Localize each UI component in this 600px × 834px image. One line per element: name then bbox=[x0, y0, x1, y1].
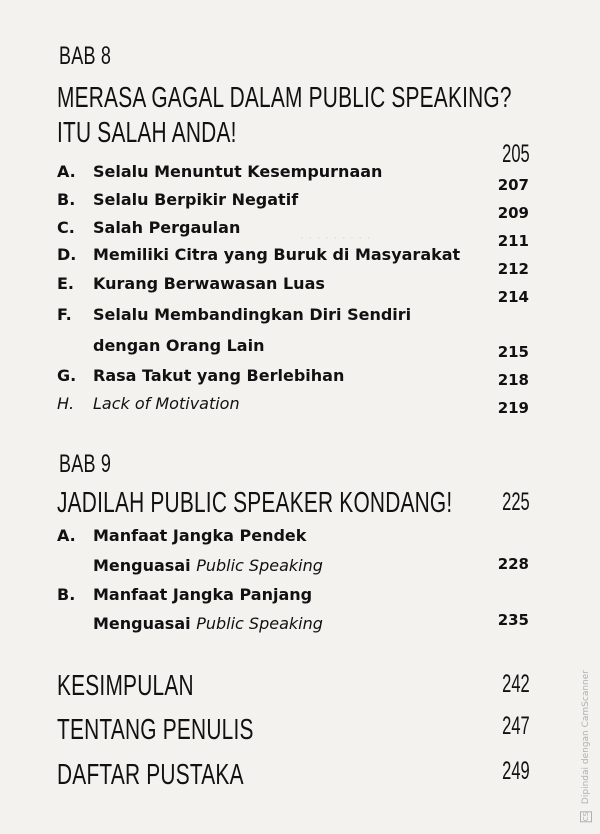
back-matter-tentang-penulis[interactable]: TENTANG PENULIS bbox=[57, 714, 254, 746]
toc-page-9a: 228 bbox=[497, 555, 529, 573]
bab8-page: 205 bbox=[502, 140, 530, 168]
entry-label: Selalu Membandingkan Diri Sendiri bbox=[93, 305, 412, 324]
back-matter-kesimpulan[interactable]: KESIMPULAN bbox=[57, 670, 194, 702]
back-matter-daftar-pustaka[interactable]: DAFTAR PUSTAKA bbox=[57, 759, 244, 791]
entry-label-continued: Menguasai bbox=[93, 556, 197, 575]
entry-letter: F. bbox=[57, 305, 72, 324]
entry-letter: C. bbox=[57, 218, 75, 237]
camscanner-watermark-text: Dipindai dengan CamScanner bbox=[581, 669, 591, 804]
entry-label: Manfaat Jangka Panjang bbox=[93, 585, 313, 604]
camscanner-watermark bbox=[580, 670, 592, 822]
bab9-title: JADILAH PUBLIC SPEAKER KONDANG! bbox=[57, 487, 453, 519]
bleed-through-text: · · · · · · · · · bbox=[300, 230, 372, 244]
entry-label: Memiliki Citra yang Buruk di Masyarakat bbox=[93, 245, 461, 264]
entry-label: Rasa Takut yang Berlebihan bbox=[93, 366, 345, 385]
entry-letter: G. bbox=[57, 366, 77, 385]
toc-page-8a: 207 bbox=[497, 176, 529, 194]
bab9-label: BAB 9 bbox=[59, 450, 112, 478]
back-matter-kesimpulan-page: 242 bbox=[502, 670, 530, 698]
camscanner-logo-icon: CS bbox=[582, 811, 590, 821]
entry-label-italic: Public Speaking bbox=[196, 556, 323, 575]
entry-letter: B. bbox=[57, 585, 76, 604]
toc-page-8h: 219 bbox=[497, 399, 529, 417]
toc-page-8c: 211 bbox=[497, 232, 529, 250]
toc-page-8d: 212 bbox=[497, 260, 529, 278]
toc-page-8f: 215 bbox=[497, 343, 529, 361]
bab8-title-line2: ITU SALAH ANDA! bbox=[57, 117, 237, 149]
entry-letter: H. bbox=[57, 394, 75, 413]
entry-label-continued: Menguasai bbox=[93, 614, 197, 633]
entry-letter: D. bbox=[57, 245, 77, 264]
entry-label: Selalu Menuntut Kesempurnaan bbox=[93, 162, 383, 181]
entry-label: Manfaat Jangka Pendek bbox=[93, 526, 307, 545]
entry-label-italic: Public Speaking bbox=[196, 614, 323, 633]
bab9-page: 225 bbox=[502, 488, 530, 516]
toc-page-8e: 214 bbox=[497, 288, 529, 306]
back-matter-tentang-penulis-page: 247 bbox=[502, 712, 530, 740]
toc-page-8g: 218 bbox=[497, 371, 529, 389]
bab8-label: BAB 8 bbox=[59, 42, 112, 70]
entry-label-continued: dengan Orang Lain bbox=[93, 336, 265, 355]
entry-label: Salah Pergaulan bbox=[93, 218, 241, 237]
toc-page-8b: 209 bbox=[497, 204, 529, 222]
entry-letter: A. bbox=[57, 526, 76, 545]
entry-letter: E. bbox=[57, 274, 75, 293]
entry-label: Kurang Berwawasan Luas bbox=[93, 274, 325, 293]
entry-letter: B. bbox=[57, 190, 76, 209]
toc-page-9b: 235 bbox=[497, 611, 529, 629]
entry-label: Selalu Berpikir Negatif bbox=[93, 190, 299, 209]
back-matter-daftar-pustaka-page: 249 bbox=[502, 757, 530, 785]
entry-letter: A. bbox=[57, 162, 76, 181]
bab8-title-line1: MERASA GAGAL DALAM PUBLIC SPEAKING? bbox=[57, 82, 512, 114]
entry-label: Lack of Motivation bbox=[93, 394, 240, 413]
